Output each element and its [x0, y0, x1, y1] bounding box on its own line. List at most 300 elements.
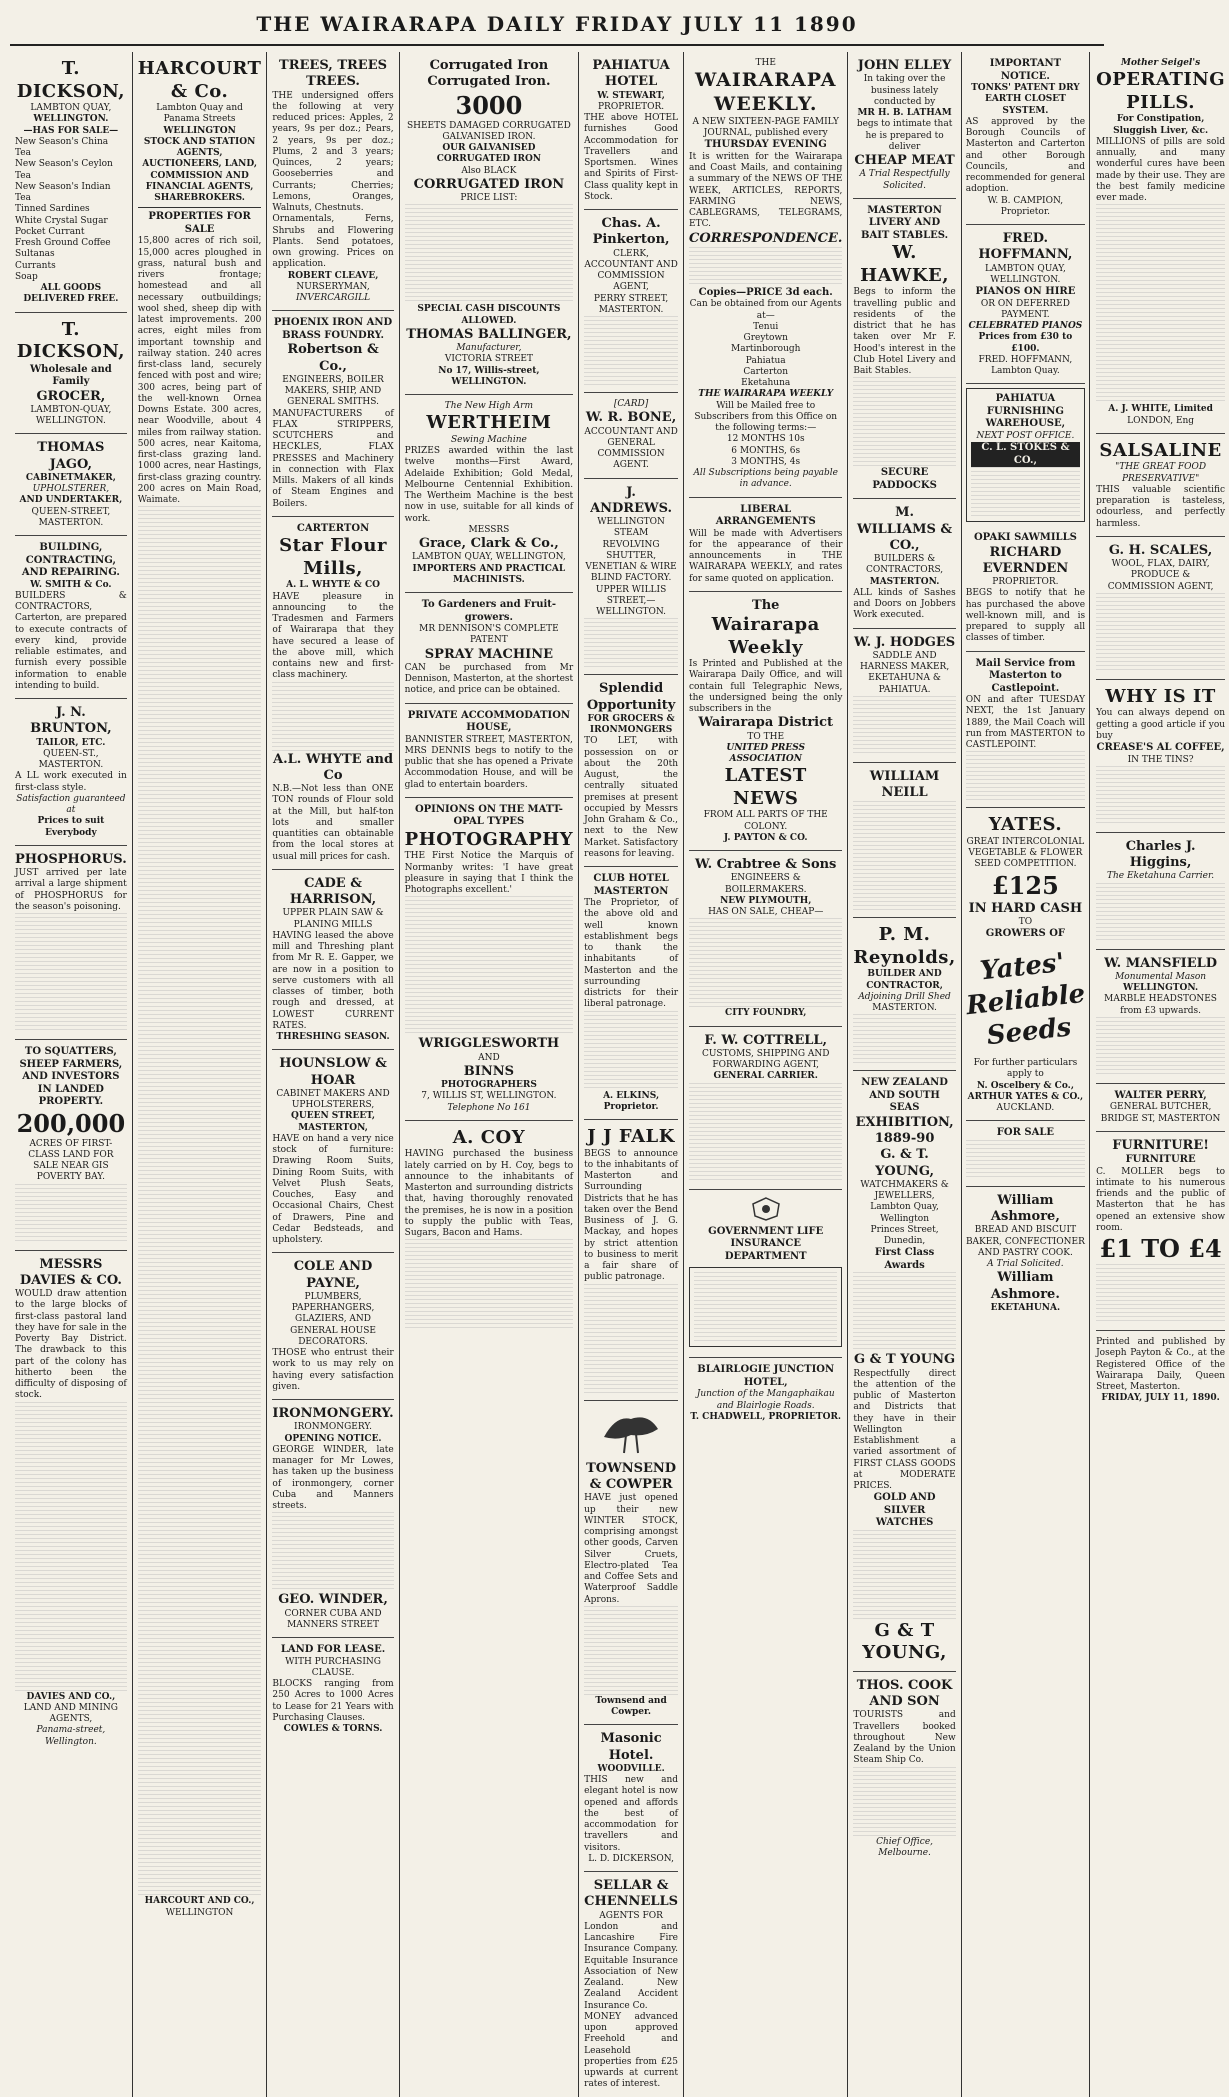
- correspondence: CORRESPONDENCE.: [689, 230, 843, 246]
- andrews-text-lines: [584, 618, 678, 668]
- ballinger-city: WELLINGTON.: [451, 376, 527, 387]
- land-sub: WITH PURCHASING CLAUSE.: [285, 1656, 381, 1678]
- ad-reynolds: [853, 918, 955, 1071]
- moller-body: C. MOLLER begs to intimate to his numerous friends and the public of Masterton that he has opened an extensive show room.: [1096, 1166, 1226, 1233]
- harcourt-address: Lambton Quay and Panama Streets: [156, 103, 243, 125]
- cole-trade: PLUMBERS, PAPERHANGERS, GLAZIERS, AND GENERAL HOUSE DECORATORS.: [290, 1291, 376, 1347]
- dickson-has-for-sale: —HAS FOR SALE—: [23, 125, 119, 136]
- liberal-heading: LIBERAL ARRANGEMENTS: [715, 503, 816, 527]
- for-sale-text-lines: [966, 1140, 1085, 1180]
- ad-neill: [853, 763, 955, 919]
- special-discount: SPECIAL CASH DISCOUNTS ALLOWED.: [417, 304, 561, 326]
- yates-to: TO: [1018, 916, 1033, 927]
- ad-falk: [584, 1120, 678, 1401]
- scales-trade: WOOL, FLAX, DAIRY, PRODUCE & COMMISSION AGENT,: [1107, 559, 1214, 592]
- seigel-sub: For Constipation, Sluggish Liver, &c.: [1113, 114, 1209, 136]
- seigel-body: MILLIONS of pills are sold annually, and many wonderful cures have been made by their use. They are the best family medicine ever made.: [1096, 136, 1226, 203]
- elley-previous: MR H. B. LATHAM: [857, 108, 952, 118]
- opinions-heading: OPINIONS ON THE MATT-OPAL TYPES: [414, 803, 563, 828]
- trees-heading: TREES, TREES TREES.: [279, 58, 388, 90]
- stokes-name: C. L. STOKES & CO.,: [971, 442, 1080, 467]
- cade-address: UPPER PLAIN SAW & PLANING MILLS: [282, 908, 384, 930]
- correspondence-text-lines: [689, 247, 842, 287]
- young3-name: G & T YOUNG,: [862, 1619, 947, 1664]
- yates-sub: GREAT INTERCOLONIAL VEGETABLE & FLOWER SEED COMPETITION.: [966, 836, 1085, 870]
- evernden-body: BEGS to notify that he has purchased the above well-known mill, and is prepared to supply all classes of timber.: [965, 588, 1086, 644]
- seigel-heading: OPERATING PILLS.: [1096, 69, 1226, 113]
- weekly-heading-1: WAIRARAPA: [694, 69, 837, 92]
- furn-heading: PAHIATUA FURNISHING WAREHOUSE,: [985, 393, 1066, 430]
- garden-heading: To Gardeners and Fruit-growers.: [421, 599, 557, 623]
- iron-number: 3000: [455, 90, 523, 120]
- ad-cade: [272, 870, 393, 1051]
- splendid-body: TO LET, with possession on or about the 20th August, the centrally situated premises at present occupied by Messrs John Graham & Co., next to the New Market. Satisfactory reasons for leaving.: [584, 736, 679, 859]
- ad-govt-life: [689, 1190, 842, 1359]
- club-elkins: A. ELKINS, Proprietor.: [603, 1090, 660, 1112]
- liberal-body: Will be made with Advertisers for the appearance of their announcements in THE WAIRARAPA WEEKLY, and rates for same quoted on application.: [689, 528, 843, 584]
- first-awards: First Class Awards: [874, 1247, 935, 1271]
- column-8-right: [1096, 52, 1225, 2097]
- whyte-body: HAVE pleasure in announcing to the Tradesmen and Farmers of Wairarapa that they have secured a lease of the above mill, which contains new and first-class machinery.: [272, 591, 394, 681]
- creases-heading: CREASE'S AL COFFEE,: [1096, 742, 1225, 753]
- dickson2-city: WELLINGTON.: [35, 416, 106, 426]
- cook-body: TOURISTS and Travellers booked throughout New Zealand by the Union Steam Ship Co.: [853, 1710, 956, 1766]
- williams-name: M. WILLIAMS & CO.,: [856, 505, 953, 553]
- ad-sellar: [584, 1872, 678, 2097]
- ad-townsend: [584, 1401, 678, 1726]
- coy-body: HAVING purchased the business lately carried on by H. Coy, begs to announce to the inhabitants of Masterton and surrounding districts that, having thoroughly renovated the premises, he is now in a position to supply the public with Teas, Sugars, Bacon and Hams.: [404, 1149, 574, 1238]
- cook-foot: Chief Office, Melbourne.: [876, 1836, 934, 1858]
- ad-for-sale: [966, 1121, 1085, 1187]
- why-body: You can always depend on getting a good article if you buy: [1096, 708, 1226, 741]
- wrigg-trade: PHOTOGRAPHERS: [440, 1080, 537, 1090]
- whyte-note: N.B.—Not less than ONE TON rounds of Flour sold at the Mill, but half-ton lots and smaller quantities can obtainable from the local stores at usual mill prices for cash.: [272, 784, 394, 862]
- district-sub: TO THE: [747, 731, 785, 742]
- evernden-name: RICHARD EVERNDEN: [982, 544, 1069, 576]
- photo-body: THE First Notice the Marquis of Normanby writes: 'I have great pleasure in saying that I think the Photographs excellent.': [404, 851, 574, 895]
- mansfield-text-lines: [1096, 1017, 1225, 1077]
- ashmore-name-2: William Ashmore.: [990, 1270, 1060, 1302]
- opaki-heading: OPAKI SAWMILLS: [973, 532, 1077, 543]
- young-trade: WATCHMAKERS & JEWELLERS,: [860, 1179, 949, 1201]
- dickson-item: White Crystal Sugar: [15, 215, 108, 226]
- phos-body: JUST arrived per late arrival a large shipment of PHOSPHORUS for the season's poisoning.: [15, 868, 127, 912]
- furn-sub: NEXT POST OFFICE.: [976, 430, 1075, 441]
- reynolds-trade: BUILDER AND CONTRACTOR,: [866, 969, 943, 991]
- wrigg-heading-1: WRIGGLESWORTH: [418, 1036, 560, 1052]
- ad-spray-machine: [405, 593, 573, 704]
- column-6: [684, 52, 848, 2097]
- bone-card: [CARD]: [613, 399, 649, 409]
- yates-agent-2: ARTHUR YATES & CO.,: [967, 1091, 1084, 1102]
- winder-address: CORNER CUBA AND MANNERS STREET: [284, 1608, 382, 1630]
- iron-black: Also BLACK: [461, 165, 517, 176]
- whyte-name: A. L. WHYTE & CO: [286, 580, 380, 591]
- salsaline-sub: "THE GREAT FOOD PRESERVATIVE": [1115, 462, 1207, 484]
- ad-cottrell: [689, 1027, 842, 1190]
- mail-heading: Mail Service from Masterton to Castlepoint.: [975, 657, 1076, 694]
- ad-davies: [15, 1251, 127, 1754]
- ballinger-address: VICTORIA STREET: [444, 354, 533, 365]
- watches-text-lines: [853, 1530, 955, 1620]
- properties-body: 15,800 acres of rich soil, 15,000 acres ploughed in grass, natural bush and rivers frontage; homestead and all necessary outbuildings; wool shed, sheep dip with latest improvements. 200 acres, eight miles from important township and railway station. 240 acres first-class land, securely fenced with post and wire; 300 acres, being part of the well-known Ornea Downs Estate. 300 acres, near Woodville, about 4 miles from railway station. 500 acres, near Kaitoma, first-class grazing land. 1000 acres, near Hastings, first-class grazing country. 200 acres on Main Road, Waimate.: [137, 236, 262, 505]
- bone-trade: ACCOUNTANT AND GENERAL COMMISSION AGENT.: [584, 426, 678, 471]
- trial-solicited: A Trial Solicited.: [987, 1259, 1064, 1269]
- agent-list: [689, 322, 842, 390]
- land-heading: LAND FOR LEASE.: [280, 1644, 386, 1655]
- falk-heading: J J FALK: [587, 1126, 675, 1147]
- hounslow-address: QUEEN STREET, MASTERTON,: [291, 1111, 376, 1133]
- ad-pinkerton: [584, 210, 678, 393]
- weekly-terms-1: 12 MONTHS 10s: [726, 434, 805, 445]
- copies-body: Can be obtained from our Agents at—: [689, 299, 842, 321]
- iron-galvanised: OUR GALVANISED CORRUGATED IRON: [436, 143, 542, 165]
- weekly-mailed-heading: THE WAIRARAPA WEEKLY: [698, 389, 834, 400]
- column-3: [267, 52, 399, 2097]
- carterton-heading: CARTERTON: [296, 522, 370, 534]
- ad-williams: [853, 499, 955, 628]
- yates-prize: £125: [992, 870, 1059, 900]
- evernden-role: PROPRIETOR.: [992, 577, 1059, 587]
- pinkerton-address: PERRY STREET, MASTERTON.: [593, 293, 669, 315]
- scales-name: G. H. SCALES,: [1108, 542, 1213, 558]
- district-heading: Wairarapa District: [698, 715, 834, 731]
- ad-phosphorus: [15, 846, 127, 1040]
- dickson-item: Soap: [15, 271, 38, 282]
- ad-smith: [15, 536, 127, 699]
- wrigg-telephone: Telephone No 161: [447, 1102, 531, 1113]
- higgins-text-lines: [1096, 883, 1225, 943]
- ad-andrews: [584, 479, 678, 676]
- trees-ornamentals: Ornamentals, Ferns, Shrubs and Flowering Plants. Send potatoes, own growing. Prices on application.: [272, 214, 394, 270]
- robertson-body: MANUFACTURERS of FLAX STRIPPERS, SCUTCHERS and HECKLES, FLAX PRESSES and Machinery in connection with Flax Mills. Makers of all kinds of Steam Engines and Boilers.: [272, 408, 394, 509]
- land-foot: COWLES & TORNS.: [283, 1724, 383, 1734]
- column-8: [962, 52, 1229, 2097]
- sellar-body: London and Lancashire Fire Insurance Company. Equitable Insurance Association of New Zealand. New Zealand Accident Insurance Co.: [584, 1921, 679, 2011]
- crabtree-text-lines: [689, 918, 842, 1008]
- ad-wertheim: [405, 395, 573, 593]
- williams-city: MASTERTON.: [869, 576, 940, 587]
- splendid-sub: FOR GROCERS & IRONMONGERS: [587, 713, 675, 735]
- dickson2-address: LAMBTON-QUAY,: [30, 404, 112, 415]
- corrugated-iron: CORRUGATED IRON: [413, 176, 565, 192]
- latest-heading: LATEST NEWS: [724, 765, 807, 809]
- agent-item: Martinborough: [731, 344, 801, 355]
- weekly-terms-3: 3 MONTHS, 4s: [731, 456, 801, 467]
- ad-elley: [853, 52, 955, 199]
- garden-sub: MR DENNISON'S COMPLETE PATENT: [419, 624, 559, 646]
- masthead: [10, 4, 1104, 46]
- ad-coy: [405, 1121, 573, 1336]
- photo-heading: PHOTOGRAPHY: [404, 828, 574, 850]
- white-city: LONDON, Eng: [1127, 415, 1195, 426]
- weekly2-heading-1: The: [752, 597, 780, 613]
- sellar-foot: MONEY advanced upon approved Freehold and Leasehold properties from £25 upwards at current rates of interest.: [584, 2011, 679, 2090]
- smith-heading: BUILDING, CONTRACTING, AND REPAIRING.: [21, 542, 120, 578]
- wertheim-pre: The New High Arm: [444, 401, 534, 411]
- dickson-item: Fresh Ground Coffee: [15, 238, 111, 248]
- cottrell-text-lines: [689, 1083, 842, 1183]
- column-4: [400, 52, 579, 2097]
- cottrell-trade: CUSTOMS, SHIPPING AND FORWARDING AGENT,: [701, 1048, 830, 1070]
- sanitary-name: W. B. CAMPION, Proprietor.: [987, 195, 1064, 217]
- secure-paddocks: SECURE PADDOCKS: [872, 467, 937, 491]
- ad-brunton: [15, 699, 127, 846]
- davies-foot-1: DAVIES AND CO.,: [26, 1691, 116, 1702]
- young2-body: Respectfully direct the attention of the public of Masterton and Districts that they have in their Wellington Establishment a varied assortment of FIRST CLASS GOODS at MODERATE PRICES.: [853, 1368, 956, 1491]
- star-mills-heading: Star Flour Mills,: [279, 535, 387, 579]
- ad-poverty-bay: [15, 1040, 127, 1251]
- celebrated-pianos: CELEBRATED PIANOS: [968, 321, 1083, 331]
- phoenix-heading: PHOENIX IRON AND BRASS FOUNDRY.: [273, 317, 393, 341]
- cottrell-general: GENERAL CARRIER.: [713, 1071, 818, 1082]
- accom-heading: PRIVATE ACCOMMODATION HOUSE,: [407, 709, 571, 733]
- yates-growers: GROWERS OF: [985, 928, 1066, 939]
- masonic-city: WOODVILLE.: [597, 1763, 665, 1774]
- sanitary-heading: IMPORTANT NOTICE.: [989, 58, 1062, 82]
- robertson-trade: ENGINEERS, BOILER MAKERS, SHIP, AND GENERAL SMITHS.: [282, 374, 384, 408]
- iron-sub: SHEETS DAMAGED CORRUGATED GALVANISED IRON.: [406, 120, 571, 142]
- club-text-lines: [584, 1011, 678, 1091]
- ad-club-hotel: [584, 867, 678, 1120]
- weekly-advance: All Subscriptions being payable in advance.: [693, 468, 838, 490]
- crabtree-heading: W. Crabtree & Sons: [695, 857, 837, 872]
- accom-body: MRS DENNIS begs to notify to the public that she has opened a Private Accommodation House, and will be glad to entertain boarders.: [404, 745, 574, 790]
- city-foundry: CITY FOUNDRY,: [725, 1008, 807, 1019]
- ad-jago: [15, 434, 127, 536]
- crabtree-trade: ENGINEERS & BOILERMAKERS.: [724, 873, 807, 895]
- mansfield-city: WELLINGTON.: [1123, 983, 1199, 993]
- yates-logo: Yates' Reliable Seeds: [964, 947, 1087, 1051]
- why-heading: WHY IS IT: [1105, 685, 1216, 707]
- brunton-trade: TAILOR, ETC.: [36, 737, 106, 748]
- williams-trade: BUILDERS & CONTRACTORS,: [865, 554, 944, 576]
- brunton-address: QUEEN-ST., MASTERTON.: [38, 748, 104, 770]
- dickson2-name: T. DICKSON,: [16, 318, 125, 362]
- cook-text-lines: [853, 1767, 955, 1837]
- dickson-item: Pocket Currant: [15, 226, 85, 237]
- blair-body: Junction of the Mangaphaikau and Blairlogie Roads.: [696, 1389, 835, 1411]
- young-street: Princes Street, Dunedin,: [870, 1224, 939, 1246]
- wertheim-sub: Sewing Machine: [450, 434, 527, 445]
- jago-name: THOMAS JAGO,: [37, 440, 105, 472]
- dickson-city: WELLINGTON.: [33, 114, 109, 125]
- elley-body: In taking over the business lately conducted by: [863, 74, 946, 107]
- furn-text-lines: [971, 467, 1080, 517]
- dickson-address: LAMBTON QUAY,: [30, 103, 112, 113]
- davies-foot-2: LAND AND MINING AGENTS,: [23, 1702, 118, 1724]
- brunton-name: J. N. BRUNTON,: [30, 705, 112, 737]
- column-8-left: [966, 52, 1090, 2097]
- winder-name: GEO. WINDER,: [278, 1592, 388, 1608]
- livery-heading: MASTERTON LIVERY AND BAIT STABLES.: [861, 204, 949, 241]
- young-address: Lambton Quay, Wellington: [870, 1202, 939, 1224]
- dickson-item: New Season's China Tea: [15, 136, 109, 158]
- properties-heading: PROPERTIES FOR SALE: [148, 211, 251, 235]
- andrews-name: J. ANDREWS.: [590, 484, 673, 516]
- agent-item: Greytown: [743, 333, 788, 343]
- coy-text-lines: [405, 1239, 573, 1329]
- elley-trial: A Trial Respectfully Solicited.: [859, 169, 950, 191]
- ad-crabtree: [689, 851, 842, 1027]
- yates-agent-1: N. Oscelbery & Co.,: [976, 1080, 1074, 1091]
- wrigg-heading-2: BINNS: [463, 1063, 515, 1079]
- cook-heading: THOS. COOK AND SON: [856, 1677, 953, 1709]
- ad-higgins: [1096, 833, 1225, 950]
- furniture-heading-2: FURNITURE: [1125, 1154, 1196, 1165]
- mansfield-body: MARBLE HEADSTONES from £3 upwards.: [1104, 994, 1217, 1016]
- ad-photography: [405, 798, 573, 1121]
- dickson-item: Sultanas: [15, 249, 55, 260]
- whyte-text-lines: [272, 682, 393, 752]
- ad-masonic: [584, 1725, 678, 1872]
- ad-pahiatua-hotel: [584, 52, 678, 210]
- masonic-proprietor: L. D. DICKERSON,: [588, 1853, 674, 1864]
- ad-mansfield: [1096, 950, 1225, 1084]
- grace-trade: IMPORTERS AND PRACTICAL MACHINISTS.: [412, 563, 566, 585]
- iron-heading-1: Corrugated Iron: [429, 58, 549, 73]
- yates-heading: YATES.: [988, 814, 1063, 836]
- pahiatua-heading: PAHIATUA HOTEL: [592, 58, 670, 90]
- cole-body: THOSE who entrust their work to us may rely on having every satisfaction given.: [272, 1348, 394, 1392]
- ad-sanitary: [966, 52, 1085, 225]
- seigel-text-lines: [1096, 204, 1225, 404]
- columns: [10, 52, 1226, 2090]
- squatters-heading: TO SQUATTERS, SHEEP FARMERS, AND INVESTORS IN LANDED PROPERTY.: [19, 1046, 123, 1107]
- davies-foot-3: Panama-street, Wellington.: [36, 1725, 106, 1747]
- awards-text-lines: [853, 1272, 955, 1352]
- acres-text: ACRES OF FIRST-CLASS LAND FOR SALE NEAR GIS POVERTY BAY.: [28, 1138, 114, 1183]
- elley-body-2: begs to intimate that he is prepared to deliver: [856, 119, 953, 152]
- ad-salsaline: [1096, 434, 1225, 537]
- harcourt-foot-1: HARCOURT AND CO.,: [144, 1896, 255, 1907]
- govt-heading: GOVERNMENT LIFE INSURANCE DEPARTMENT: [708, 1225, 824, 1262]
- ad-accommodation: [405, 704, 573, 798]
- poverty-bay-text-lines: [15, 1184, 127, 1244]
- spray-body: CAN be purchased from Mr Dennison, Masterton, at the shortest notice, and price can be obtained.: [404, 662, 574, 696]
- cleave-trade: NURSERYMAN,: [296, 281, 370, 292]
- ad-winder: [272, 1400, 393, 1638]
- dickson-delivered: ALL GOODS DELIVERED FREE.: [23, 283, 119, 305]
- hodges-name: W. J. HODGES: [854, 634, 956, 650]
- smith-name: W. SMITH & Co.: [30, 579, 112, 590]
- agent-item: Carterton: [743, 366, 789, 377]
- ad-robertson: [272, 311, 393, 517]
- wrigg-address: 7, WILLIS ST, WELLINGTON.: [421, 1091, 557, 1102]
- mansfield-trade: Monumental Mason: [1115, 971, 1207, 982]
- ad-ashmore: [966, 1187, 1085, 1320]
- price-list-lines: [405, 204, 573, 304]
- for-sale-heading: FOR SALE: [996, 1127, 1055, 1139]
- yates-particulars: For further particulars apply to: [973, 1058, 1078, 1080]
- ad-dickson-1: [15, 52, 127, 313]
- ballinger-address-2: No 17, Willis-street,: [438, 365, 540, 376]
- club-heading: CLUB HOTEL MASTERTON: [593, 873, 669, 897]
- pianos-hire: PIANOS ON HIRE: [975, 286, 1076, 297]
- ad-liberal: [689, 498, 842, 592]
- sellar-sub: AGENTS FOR: [599, 1910, 663, 1921]
- townsend-text-lines: [584, 1606, 678, 1696]
- club-body: The Proprietor, of the above old and well known establishment begs to thank the inhabitants of Masterton and the surrounding districts for their liberal patronage.: [584, 898, 679, 1010]
- ad-harcourt: [138, 52, 262, 1925]
- pianos-sub: OR ON DEFERRED PAYMENT.: [980, 298, 1070, 320]
- ad-mail-service: [966, 652, 1085, 809]
- furniture-heading: FURNITURE!: [1112, 1137, 1209, 1153]
- trees-body: THE undersigned offers the following at very reduced prices: Apples, 2 years, 9s per doz.; Pears, 2 years, 9s per doz.; Plums, 2 and 3 years; Quinces, 2 years; Gooseberries and Currants; Cherries; Lemons, Oranges, Walnuts, Chestnuts.: [272, 90, 394, 213]
- ad-splendid: [584, 675, 678, 867]
- spray-heading: SPRAY MACHINE: [424, 646, 553, 662]
- yates-city: AUCKLAND.: [996, 1103, 1055, 1113]
- iron-sub: IRONMONGERY.: [294, 1422, 373, 1433]
- masonic-body: THIS new and elegant hotel is now opened and affords the best of accommodation for travellers and visitors.: [584, 1775, 679, 1853]
- mail-body: ON and after TUESDAY NEXT, the 1st January 1889, the Mail Coach will run from MASTERTON to CASTLEPOINT.: [965, 695, 1086, 750]
- ad-corrugated-iron: [405, 52, 573, 395]
- wertheim-heading: WERTHEIM: [426, 412, 552, 434]
- ad-pahiatua-furnishing: [966, 388, 1085, 522]
- splendid-heading: Splendid Opportunity: [586, 681, 676, 713]
- crabtree-sale: HAS ON SALE, CHEAP—: [708, 907, 824, 917]
- hawke-text-lines: [853, 377, 955, 467]
- salsaline-body: THIS valuable scientific preparation is tasteless, odourless, and perfectly harmless.: [1096, 484, 1226, 529]
- ad-crease: [1096, 680, 1225, 833]
- column-5: [579, 52, 684, 2097]
- dickson2-sub: Wholesale and Family: [29, 363, 112, 387]
- dickson-item: New Season's Indian Tea: [15, 181, 111, 203]
- moller-text-lines: [1096, 1264, 1225, 1324]
- scales-text-lines: [1096, 593, 1225, 673]
- weekly-sub: A NEW SIXTEEN-PAGE FAMILY JOURNAL, published every: [692, 116, 839, 138]
- weekly2-heading-2: Wairarapa Weekly: [711, 614, 820, 658]
- reynolds-name: P. M. Reynolds,: [853, 924, 956, 968]
- dickson-item: Currants: [15, 260, 56, 271]
- cade-threshing: THRESHING SEASON.: [276, 1032, 390, 1042]
- hounslow-body: HAVE on hand a very nice stock of furniture: Drawing Room Suits, Dining Room Suits, with Velvet Plush Seats, Couches, Easy and Occasional Chairs, Chest of Drawers, Pine and Cedar Bedsteads, and upholstery.: [272, 1133, 394, 1245]
- prices-from: Prices from £30 to £100.: [978, 332, 1073, 354]
- column-2: [133, 52, 268, 2097]
- ad-perry: [1096, 1084, 1225, 1132]
- sanitary-body: AS approved by the Borough Councils of Masterton and Carterton and other Borough Councils, and recommended for general adoption.: [965, 116, 1086, 195]
- ad-bone: [584, 393, 678, 479]
- dickson-item: Tinned Sardines: [15, 204, 90, 215]
- smith-body: BUILDERS & CONTRACTORS, Carterton, are prepared to execute contracts of every kind, provide reliable estimates, and furnish every possible information to enable intending to build.: [15, 590, 127, 691]
- ad-moller: [1096, 1132, 1225, 1331]
- ad-hoffmann: [966, 225, 1085, 384]
- crabtree-city: NEW PLYMOUTH,: [720, 895, 812, 906]
- phos-heading: PHOSPHORUS.: [15, 851, 127, 867]
- perry-name: WALTER PERRY,: [1114, 1089, 1207, 1101]
- payton-name: J. PAYTON & CO.: [723, 832, 808, 843]
- young2-name: G & T YOUNG: [854, 1352, 956, 1368]
- ballinger-trade: Manufacturer,: [456, 343, 522, 353]
- gold-watches: GOLD AND SILVER WATCHES: [873, 1492, 936, 1529]
- pahiatua-proprietor: W. STEWART,: [597, 90, 665, 101]
- weekly-body: It is written for the Wairarapa and Coast Mails, and containing a summary of the NEWS OF THE WEEK, ARTICLES, REPORTS, FARMING NEWS, CABLEGRAMS, TELEGRAMS, ETC.: [689, 151, 843, 230]
- ad-hawke: [853, 199, 955, 500]
- salsaline-heading: SALSALINE: [1099, 439, 1222, 461]
- harcourt-foot-2: WELLINGTON: [165, 1907, 234, 1918]
- creases-sub: IN THE TINS?: [1127, 754, 1194, 765]
- williams-body: ALL kinds of Sashes and Doors on Jobbers Work executed.: [853, 587, 956, 621]
- agent-item: Eketahuna: [741, 378, 791, 388]
- cade-body: HAVING leased the above mill and Threshing plant from Mr R. E. Gapper, we are now in a position to serve customers with all classes of timber, both rough and dressed, at LOWEST CURRENT RATES.: [272, 930, 394, 1031]
- ad-blairlogie: [689, 1358, 842, 1429]
- hawke-body: Begs to inform the travelling public and residents of the district that he has taken over Mr F. Hood's interest in the Club Hotel Livery and Bait Stables.: [853, 287, 956, 376]
- pahiatua-body: THE above HOTEL furnishes Good Accommodation for Travellers and Sportsmen. Wines and Spirits of First-Class quality kept in Stock.: [584, 113, 679, 202]
- harcourt-city: WELLINGTON: [163, 125, 236, 136]
- cheap-meat: CHEAP MEAT: [854, 153, 955, 168]
- wertheim-body: PRIZES awarded within the last twelve months—First Award, Adelaide Exhibition; Gold Medal, Melbourne Centennial Exhibition. The Wertheim Machine is the best now in use, suitable for all kinds of work.: [404, 446, 574, 524]
- agent-item: Pahiatua: [745, 355, 786, 366]
